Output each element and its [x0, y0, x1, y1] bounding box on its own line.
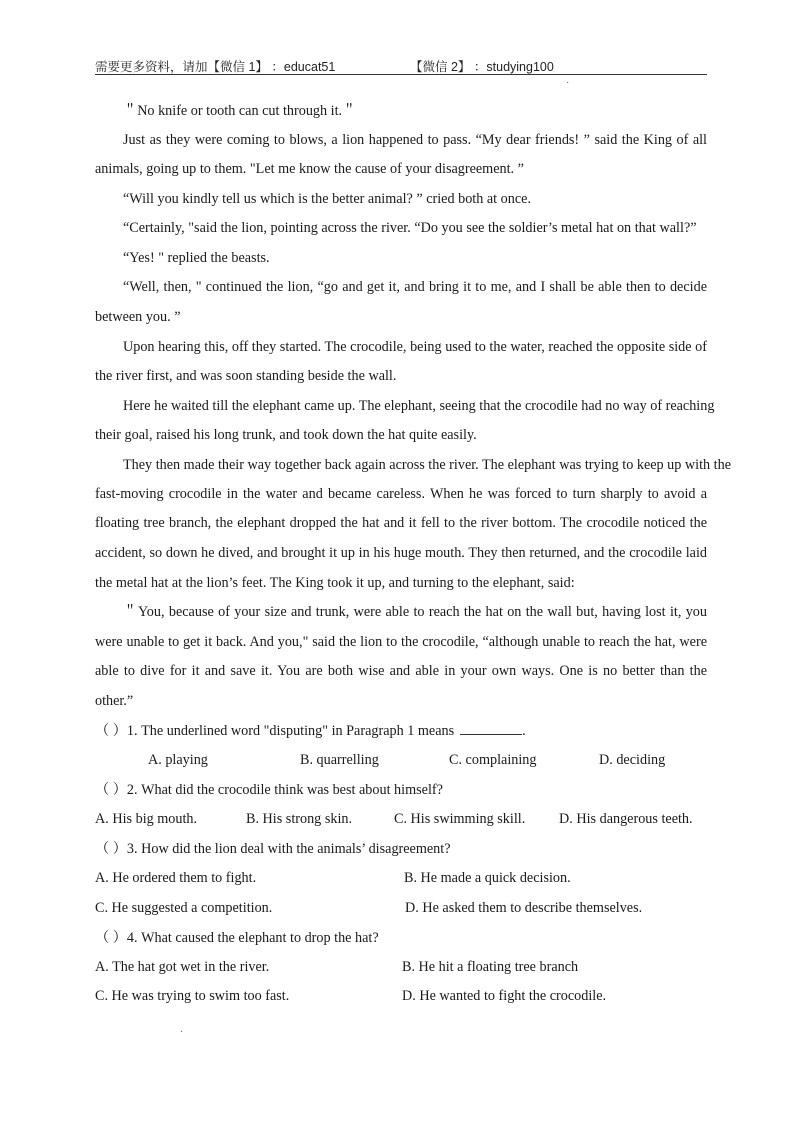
- option-d: D. His dangerous teeth.: [559, 811, 693, 827]
- passage-line: ＂No knife or tooth can cut through it.＂: [123, 103, 357, 119]
- option-c: C. His swimming skill.: [394, 811, 526, 827]
- question-2-stem: （ ）2. What did the crocodile think was best about himself?: [95, 782, 443, 798]
- decorative-dot: ·: [566, 78, 570, 89]
- decorative-dot: ·: [180, 1027, 184, 1038]
- option-a: A. The hat got wet in the river.: [95, 959, 270, 975]
- passage-line: ＂You, because of your size and trunk, were able to reach the hat on the wall but, having lost it, you: [123, 604, 707, 620]
- passage-line: animals, going up to them. "Let me know the cause of your disagreement. ”: [95, 161, 524, 177]
- option-d: D. He asked them to describe themselves.: [405, 900, 643, 916]
- passage-line: They then made their way together back again across the river. The elephant was trying to keep up with the: [123, 457, 732, 473]
- option-c: C. He was trying to swim too fast.: [95, 988, 290, 1004]
- passage-line: fast-moving crocodile in the water and became careless. When he was forced to turn sharply to avoid a: [95, 486, 707, 502]
- option-b: B. quarrelling: [300, 752, 379, 768]
- option-d: D. deciding: [599, 752, 666, 768]
- passage-line: “Certainly, "said the lion, pointing across the river. “Do you see the soldier’s metal hat on that wall?”: [123, 220, 697, 236]
- option-d: D. He wanted to fight the crocodile.: [402, 988, 607, 1004]
- passage-line: were unable to get it back. And you," said the lion to the crocodile, “although unable to reach the hat, were: [95, 634, 707, 650]
- passage-line: accident, so down he dived, and brought it up in his huge mouth. They then returned, and the crocodile laid: [95, 545, 707, 561]
- option-a: A. He ordered them to fight.: [95, 870, 257, 886]
- passage-line: their goal, raised his long trunk, and took down the hat quite easily.: [95, 427, 477, 443]
- option-b: B. He hit a floating tree branch: [402, 959, 579, 975]
- passage-line: floating tree branch, the elephant dropped the hat and it fell to the river bottom. The crocodile noticed the: [95, 515, 707, 531]
- question-3-stem: （ ）3. How did the lion deal with the animals’ disagreement?: [95, 841, 451, 857]
- question-stem-text: （ ）1. The underlined word "disputing" in Paragraph 1 means: [95, 723, 455, 739]
- option-c: C. complaining: [449, 752, 537, 768]
- passage-line: Upon hearing this, off they started. The crocodile, being used to the water, reached the opposite side of: [123, 339, 707, 355]
- option-b: B. His strong skin.: [246, 811, 353, 827]
- option-b: B. He made a quick decision.: [404, 870, 571, 886]
- passage-line: other.”: [95, 693, 134, 709]
- passage-line: between you. ”: [95, 309, 181, 325]
- passage-line: the metal hat at the lion’s feet. The King took it up, and turning to the elephant, said:: [95, 575, 575, 591]
- option-a: A. His big mouth.: [95, 811, 198, 827]
- passage-line: the river first, and was soon standing beside the wall.: [95, 368, 397, 384]
- passage-line: “Will you kindly tell us which is the better animal? ” cried both at once.: [123, 191, 531, 207]
- passage-line: “Yes! " replied the beasts.: [123, 250, 270, 266]
- question-1-stem: （ ）1. The underlined word "disputing" in Paragraph 1 means .: [95, 723, 526, 739]
- answer-blank: [460, 722, 522, 735]
- passage-line: Just as they were coming to blows, a lion happened to pass. “My dear friends! ” said the King of all: [123, 132, 707, 148]
- header-contact-2: 【微信 2】 ：studying100: [410, 60, 554, 74]
- question-4-stem: （ ）4. What caused the elephant to drop the hat?: [95, 930, 379, 946]
- header-contact-1: 需要更多资料，请加【微信 1】 ：educat51: [95, 60, 336, 74]
- passage-line: “Well, then, " continued the lion, “go and get it, and bring it to me, and I shall be able then to decide: [123, 279, 707, 295]
- header-divider: [95, 74, 707, 75]
- passage-line: Here he waited till the elephant came up. The elephant, seeing that the crocodile had no way of reaching: [123, 398, 715, 414]
- option-c: C. He suggested a competition.: [95, 900, 273, 916]
- option-a: A. playing: [148, 752, 208, 768]
- passage-line: able to dive for it and save it. You are both wise and able in your own ways. One is no better than the: [95, 663, 707, 679]
- page-header: [95, 57, 705, 75]
